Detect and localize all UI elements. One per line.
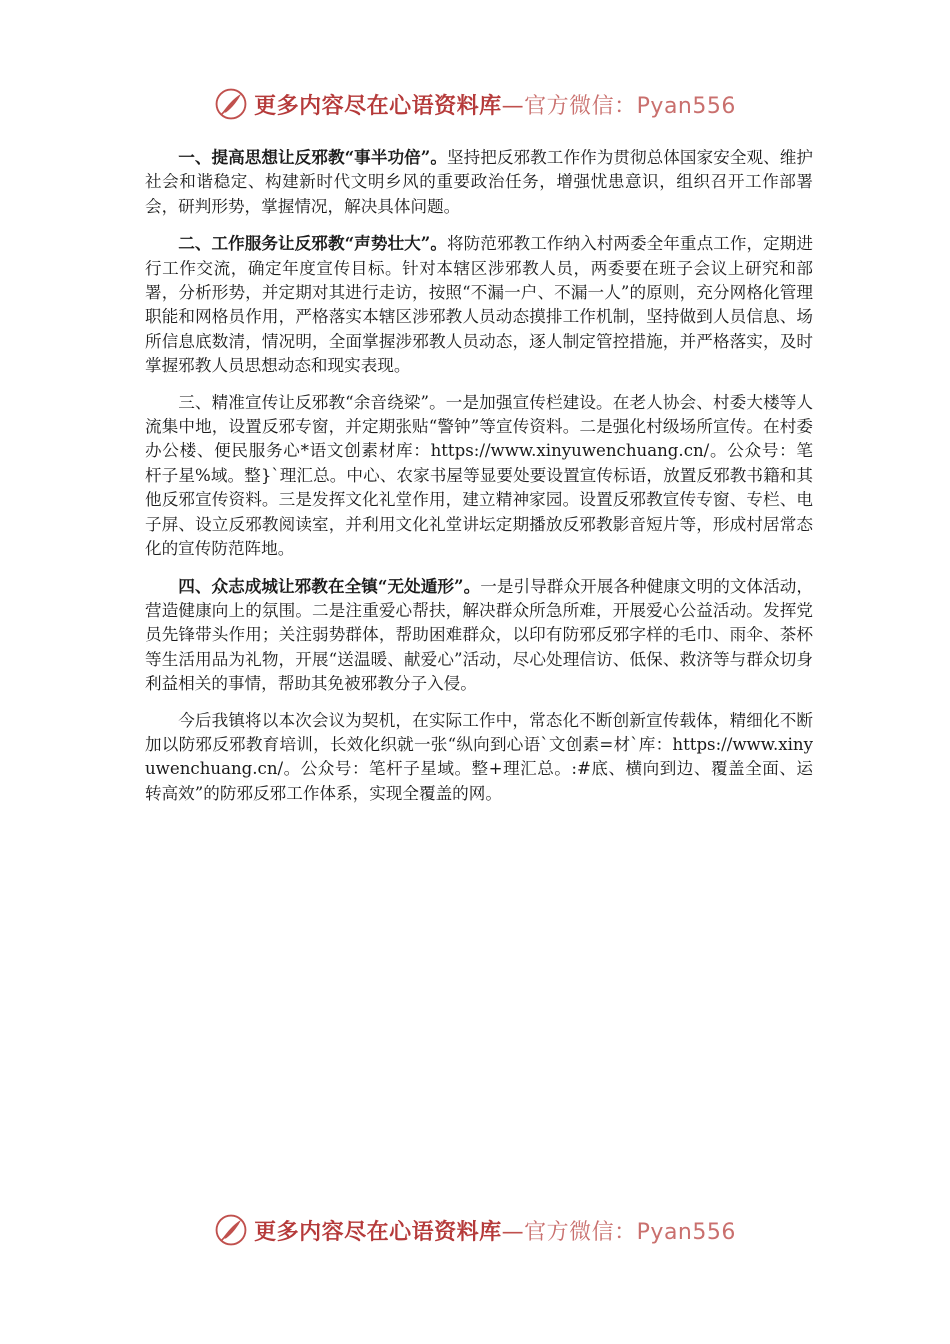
paragraph-4-text: 一是引导群众开展各种健康文明的文体活动，营造健康向上的氛围。二是注重爱心帮扶，解决群众所急所难，开展爱心公益活动。发挥党员先锋带头作用；关注弱势群体，帮助困难群众，以印有防邪反邪字样的毛巾、雨伞、茶杯等生活用品为礼物，开展“送温暖、献爱心”活动，尽心处理信访、低保、救济等与群众切身利益相关的事情，帮助其免被邪教分子入侵。 [145,576,813,694]
watermark-text [254,89,736,120]
watermark-text [254,1215,736,1246]
paragraph-2-heading: 二、工作服务让反邪教“声势壮大”。 [178,233,447,254]
watermark-wechat-id: Pyan556 [636,1219,736,1245]
paragraph-1-heading: 一、提高思想让反邪教“事半功倍”。 [178,147,447,167]
watermark-main: 更多内容尽在心语资料库 [254,93,502,119]
paragraph-4-heading: 四、众志成城让邪教在全镇“无处遁形”。 [178,575,481,596]
watermark-wechat-label: 官方微信： [524,1219,637,1245]
header-watermark-banner [0,84,950,124]
watermark-wechat-id: Pyan556 [636,93,736,119]
paragraph-1-text: 坚持把反邪教工作作为贯彻总体国家安全观、维护社会和谐稳定、构建新时代文明乡风的重要政治任务，增强忧患意识，组织召开工作部署会，研判形势，掌握情况，解决具体问题。 [145,148,813,216]
watermark-wechat-label: 官方微信： [524,93,637,119]
paragraph-2-text: 将防范邪教工作纳入村两委全年重点工作，定期进行工作交流，确定年度宣传目标。针对本辖区涉邪教人员，两委要在班子会议上研究和部署，分析形势，并定期对其进行走访，按照“不漏一户、不漏一人”的原则，充分网格化管理职能和网格员作用，严格落实本辖区涉邪教人员动态摸排工作机制，坚持做到人员信息、场所信息底数清，情况明，全面掌握涉邪教人员动态，逐人制定管控措施，并严格落实，及时掌握邪教人员思想动态和现实表现。 [145,234,813,376]
paragraph-3 [145,391,813,562]
paragraph-5-text: 今后我镇将以本次会议为契机，在实际工作中，常态化不断创新宣传载体，精细化不断加以防邪反邪教育培训，长效化织就一张“纵向到心语`文创素=材`库：https://www.xinyuwenchuang.cn/。公众号：笔杆子星域。整+理汇总。:#底、横向到边、覆盖全面、运转高效”的防邪反邪工作体系，实现全覆盖的网。 [145,710,813,803]
watermark-dash: — [501,1219,525,1245]
watermark-dash: — [501,93,525,119]
paragraph-1 [145,145,813,219]
paragraph-3-text: 三、精准宣传让反邪教“余音绕梁”。一是加强宣传栏建设。在老人协会、村委大楼等人流集中地，设置反邪专窗，并定期张贴“警钟”等宣传资料。二是强化村级场所宣传。在村委办公楼、便民服务心*语文创素材库：https://www.xinyuwenchuang.cn/。公众号：笔杆子星%域。整}`理汇总。中心、农家书屋等显要处要设置宣传标语，放置反邪教书籍和其他反邪宣传资料。三是发挥文化礼堂作用，建立精神家园。设置反邪教宣传专窗、专栏、电子屏、设立反邪教阅读室，并利用文化礼堂讲坛定期播放反邪教影音短片等，形成村居常态化的宣传防范阵地。 [145,392,813,559]
quill-logo-icon [214,1213,248,1247]
quill-logo-icon [214,87,248,121]
paragraph-4 [145,574,813,697]
paragraph-2 [145,231,813,378]
document-body [145,145,813,818]
watermark-main: 更多内容尽在心语资料库 [254,1219,502,1245]
paragraph-5 [145,709,813,807]
footer-watermark-banner [0,1210,950,1250]
